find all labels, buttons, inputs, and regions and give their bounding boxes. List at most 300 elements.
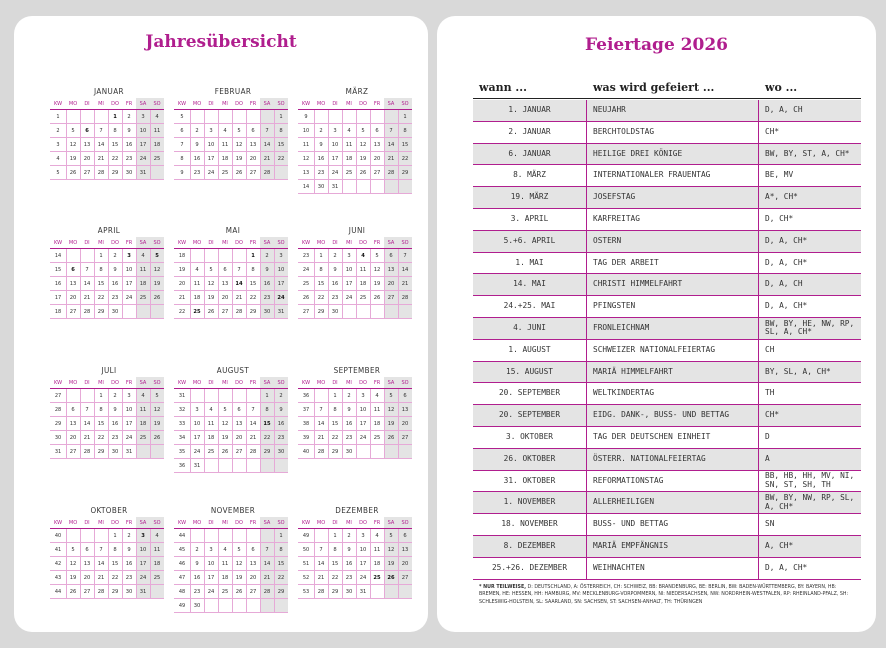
- grid-line: [246, 529, 247, 613]
- weekday-header: SO: [274, 377, 288, 389]
- grid-line: [66, 389, 67, 459]
- day-cell: [342, 110, 356, 124]
- day-cell: [190, 110, 204, 124]
- weekday-header: MI: [342, 237, 356, 249]
- holiday-regions: CH*: [765, 126, 780, 136]
- day-cell: 13: [232, 417, 246, 431]
- weekday-header-row: [174, 237, 292, 249]
- day-cell: 3: [122, 249, 136, 263]
- day-cell: 11: [190, 277, 204, 291]
- day-cell: [204, 529, 218, 543]
- grid-line: [384, 249, 385, 319]
- holiday-date: 8. DEZEMBER: [473, 536, 587, 557]
- holiday-regions: D, CH*: [765, 214, 794, 224]
- day-cell: [190, 389, 204, 403]
- holidays-title: Feiertage 2026: [585, 35, 728, 55]
- day-cell: 17: [204, 152, 218, 166]
- day-cell: [232, 389, 246, 403]
- weekday-header: SO: [274, 237, 288, 249]
- day-cell: 6: [398, 529, 412, 543]
- day-cell: 27: [370, 166, 384, 180]
- day-cell: 3: [356, 389, 370, 403]
- day-cell: [66, 249, 80, 263]
- day-cell: 9: [328, 263, 342, 277]
- weekday-header-row: [298, 517, 416, 529]
- weekday-header: KW: [298, 377, 314, 389]
- day-cell: 30: [122, 585, 136, 599]
- grid-line: [190, 110, 191, 180]
- header-what: was wird gefeiert ...: [593, 81, 715, 94]
- weekday-header: MI: [342, 98, 356, 110]
- weekday-header-row: [174, 98, 292, 110]
- weekday-header: SO: [398, 377, 412, 389]
- grid-line: [384, 110, 385, 194]
- day-cell: 8: [328, 543, 342, 557]
- footnote-bold: * NUR TEILWEISE,: [479, 584, 527, 590]
- day-cell: 31: [356, 585, 370, 599]
- day-cell: 6: [66, 403, 80, 417]
- day-cell: [232, 249, 246, 263]
- day-cell: 23: [190, 585, 204, 599]
- day-cell: 24: [204, 585, 218, 599]
- weekday-header: DI: [204, 98, 218, 110]
- day-cell: 1: [94, 389, 108, 403]
- day-cell: 10: [122, 263, 136, 277]
- month-name: JULI: [101, 366, 117, 375]
- day-cell: [370, 585, 384, 599]
- day-cell: 26: [384, 431, 398, 445]
- day-cell: 2: [260, 249, 274, 263]
- day-cell: 14: [94, 557, 108, 571]
- day-cell: [274, 599, 288, 613]
- weekday-header: KW: [50, 98, 66, 110]
- day-cell: 13: [66, 277, 80, 291]
- holiday-row: [473, 122, 861, 144]
- holiday-name: KARFREITAG: [587, 209, 759, 230]
- day-cell: 14: [260, 557, 274, 571]
- grid-line: [150, 110, 151, 180]
- day-cell: 18: [150, 557, 164, 571]
- weekday-header-row: [174, 517, 292, 529]
- holiday-date: 1. MAI: [473, 253, 587, 274]
- grid-line: [108, 389, 109, 459]
- grid-line: [274, 249, 275, 319]
- holiday-row: [473, 165, 861, 187]
- day-cell: 4: [150, 110, 164, 124]
- holiday-name: WELTKINDERTAG: [587, 383, 759, 404]
- day-cell: 17: [122, 277, 136, 291]
- holiday-row: [473, 144, 861, 166]
- week-number: 44: [174, 529, 190, 543]
- day-cell: 11: [356, 263, 370, 277]
- month-3: [50, 224, 168, 319]
- grid-line: [94, 110, 95, 180]
- day-cell: 2: [342, 389, 356, 403]
- weekday-header: SA: [384, 377, 398, 389]
- day-cell: 31: [190, 459, 204, 473]
- grid-line: [218, 110, 219, 180]
- month-2: [298, 85, 416, 194]
- day-cell: 20: [80, 571, 94, 585]
- holiday-name: MARIÄ EMPFÄNGNIS: [587, 536, 759, 557]
- day-cell: 1: [328, 389, 342, 403]
- holiday-name: TAG DER DEUTSCHEN EINHEIT: [587, 427, 759, 448]
- day-cell: 4: [136, 389, 150, 403]
- day-cell: 28: [260, 166, 274, 180]
- header-where: wo ...: [765, 81, 798, 94]
- grid-line: [66, 249, 67, 319]
- day-cell: 17: [274, 277, 288, 291]
- day-cell: 7: [260, 543, 274, 557]
- holiday-row: [473, 274, 861, 296]
- grid-line: [122, 110, 123, 180]
- day-cell: 15: [108, 557, 122, 571]
- day-cell: 22: [260, 431, 274, 445]
- month-name: JUNI: [348, 226, 366, 235]
- holiday-regions: BW, BY, HE, NW, RP, SL, A, CH*: [765, 318, 855, 337]
- weekday-header: FR: [122, 517, 136, 529]
- holiday-name: ALLERHEILIGEN: [587, 492, 759, 513]
- day-cell: 8: [314, 263, 328, 277]
- day-cell: 24: [356, 431, 370, 445]
- day-cell: 6: [80, 543, 94, 557]
- day-cell: 18: [356, 277, 370, 291]
- grid-line: [108, 529, 109, 599]
- grid-line: [218, 249, 219, 319]
- day-cell: 13: [398, 543, 412, 557]
- weekday-header: KW: [174, 237, 190, 249]
- week-number: 22: [174, 305, 190, 319]
- day-cell: [232, 110, 246, 124]
- holiday-regions: BW, BY, ST, A, CH*: [765, 148, 850, 158]
- holiday-row: [473, 405, 861, 427]
- grid-line: [80, 110, 81, 180]
- day-cell: [356, 445, 370, 459]
- day-cell: [398, 445, 412, 459]
- day-cell: 11: [370, 543, 384, 557]
- day-cell: 30: [260, 305, 274, 319]
- day-cell: 7: [384, 124, 398, 138]
- holiday-name: EIDG. DANK-, BUSS- UND BETTAG: [587, 405, 759, 426]
- day-cell: 12: [232, 138, 246, 152]
- day-cell: 9: [342, 403, 356, 417]
- weekday-header: DO: [356, 517, 370, 529]
- day-cell: 24: [204, 166, 218, 180]
- day-cell: 6: [66, 263, 80, 277]
- day-cell: 26: [356, 166, 370, 180]
- month-name: SEPTEMBER: [333, 366, 381, 375]
- day-cell: 22: [274, 152, 288, 166]
- weekday-header: SO: [150, 377, 164, 389]
- day-cell: 17: [356, 557, 370, 571]
- weekday-header: DO: [108, 377, 122, 389]
- month-grid: [174, 377, 292, 473]
- day-cell: 31: [274, 305, 288, 319]
- weekday-header: FR: [122, 98, 136, 110]
- holiday-regions: D, A, CH*: [765, 257, 808, 267]
- weekday-header: MI: [94, 237, 108, 249]
- holiday-row: [473, 536, 861, 558]
- day-cell: 4: [370, 529, 384, 543]
- grid-line: [232, 249, 233, 319]
- day-cell: 24: [342, 291, 356, 305]
- grid-line: [370, 249, 371, 319]
- day-cell: 9: [108, 403, 122, 417]
- day-cell: [218, 599, 232, 613]
- weekday-header: KW: [298, 237, 314, 249]
- day-cell: 9: [122, 543, 136, 557]
- day-cell: [232, 459, 246, 473]
- day-cell: 12: [232, 557, 246, 571]
- grid-line: [80, 529, 81, 599]
- weekday-header-row: [298, 377, 416, 389]
- week-number: 25: [298, 277, 314, 291]
- weekday-header: MO: [314, 237, 328, 249]
- day-cell: 21: [94, 152, 108, 166]
- grid-line: [328, 389, 329, 459]
- day-cell: [314, 110, 328, 124]
- day-cell: 16: [328, 277, 342, 291]
- week-number: 44: [50, 585, 66, 599]
- week-number: 27: [50, 389, 66, 403]
- day-cell: 22: [328, 571, 342, 585]
- day-cell: 22: [94, 431, 108, 445]
- grid-line: [218, 529, 219, 613]
- week-number: 51: [298, 557, 314, 571]
- holiday-row: [473, 362, 861, 384]
- grid-line: [328, 529, 329, 599]
- day-cell: 29: [328, 445, 342, 459]
- holiday-name: PFINGSTEN: [587, 296, 759, 317]
- day-cell: 5: [356, 124, 370, 138]
- grid-line: [314, 110, 315, 194]
- day-cell: 8: [398, 124, 412, 138]
- weekday-header: DI: [328, 517, 342, 529]
- day-cell: 3: [328, 124, 342, 138]
- day-cell: 6: [80, 124, 94, 138]
- day-cell: 5: [384, 389, 398, 403]
- day-cell: 7: [80, 403, 94, 417]
- day-cell: [80, 389, 94, 403]
- holiday-name: JOSEFSTAG: [587, 187, 759, 208]
- day-cell: 6: [246, 124, 260, 138]
- weekday-header: DI: [204, 237, 218, 249]
- day-cell: [232, 599, 246, 613]
- grid-line: [274, 389, 275, 473]
- day-cell: 23: [260, 291, 274, 305]
- day-cell: [370, 305, 384, 319]
- day-cell: [190, 249, 204, 263]
- day-cell: 12: [150, 263, 164, 277]
- day-cell: 26: [66, 166, 80, 180]
- week-number: 29: [50, 417, 66, 431]
- day-cell: 19: [384, 417, 398, 431]
- day-cell: 20: [398, 417, 412, 431]
- day-cell: 26: [232, 166, 246, 180]
- day-cell: 18: [136, 277, 150, 291]
- day-cell: 2: [190, 543, 204, 557]
- day-cell: [246, 389, 260, 403]
- day-cell: 11: [218, 138, 232, 152]
- weekday-header: KW: [50, 377, 66, 389]
- day-cell: 10: [204, 138, 218, 152]
- weekday-header: MO: [190, 98, 204, 110]
- day-cell: 4: [370, 389, 384, 403]
- week-number: 32: [174, 403, 190, 417]
- day-cell: 3: [190, 403, 204, 417]
- holiday-date: 8. MÄRZ: [473, 165, 587, 186]
- holiday-row: [473, 318, 861, 340]
- holiday-regions: SN: [765, 519, 775, 529]
- grid-line: [370, 110, 371, 194]
- week-number: 18: [50, 305, 66, 319]
- week-number: 14: [298, 180, 314, 194]
- day-cell: [204, 599, 218, 613]
- day-cell: 23: [328, 291, 342, 305]
- week-number: 42: [50, 557, 66, 571]
- grid-line: [356, 529, 357, 599]
- day-cell: 8: [94, 263, 108, 277]
- weekday-header-row: [50, 98, 168, 110]
- day-cell: 5: [150, 249, 164, 263]
- day-cell: 8: [260, 403, 274, 417]
- day-cell: 29: [398, 166, 412, 180]
- day-cell: [94, 110, 108, 124]
- day-cell: 20: [218, 291, 232, 305]
- day-cell: 7: [314, 543, 328, 557]
- day-cell: 27: [80, 585, 94, 599]
- day-cell: [328, 110, 342, 124]
- weekday-header-row: [50, 377, 168, 389]
- weekday-header-row: [298, 98, 416, 110]
- weekday-header: MI: [342, 517, 356, 529]
- weekday-header: MO: [66, 517, 80, 529]
- day-cell: 28: [260, 585, 274, 599]
- weekday-header: MO: [314, 98, 328, 110]
- grid-line: [384, 389, 385, 459]
- holiday-date: 1. NOVEMBER: [473, 492, 587, 513]
- day-cell: 6: [370, 124, 384, 138]
- week-number: 26: [298, 291, 314, 305]
- grid-line: [94, 529, 95, 599]
- day-cell: [218, 389, 232, 403]
- day-cell: [274, 166, 288, 180]
- weekday-header: KW: [174, 517, 190, 529]
- day-cell: 31: [136, 166, 150, 180]
- day-cell: 22: [246, 291, 260, 305]
- day-cell: 23: [342, 431, 356, 445]
- grid-line: [370, 389, 371, 459]
- day-cell: 13: [218, 277, 232, 291]
- holiday-row: [473, 558, 861, 580]
- day-cell: 25: [218, 585, 232, 599]
- day-cell: 5: [66, 124, 80, 138]
- day-cell: 15: [398, 138, 412, 152]
- weekday-header: KW: [298, 98, 314, 110]
- holiday-name: NEUJAHR: [587, 100, 759, 121]
- month-name: NOVEMBER: [210, 506, 256, 515]
- holiday-regions: TH: [765, 388, 775, 398]
- day-cell: 23: [108, 431, 122, 445]
- day-cell: 28: [246, 445, 260, 459]
- day-cell: 2: [342, 529, 356, 543]
- month-name: OKTOBER: [90, 506, 128, 515]
- day-cell: [190, 529, 204, 543]
- weekday-header: SA: [384, 237, 398, 249]
- grid-line: [398, 249, 399, 319]
- grid-line: [232, 389, 233, 473]
- day-cell: 17: [356, 417, 370, 431]
- holiday-name: BUSS- UND BETTAG: [587, 514, 759, 535]
- holiday-name: WEIHNACHTEN: [587, 558, 759, 579]
- day-cell: 30: [314, 180, 328, 194]
- day-cell: 20: [246, 571, 260, 585]
- week-number: 53: [298, 585, 314, 599]
- day-cell: 25: [342, 166, 356, 180]
- day-cell: 10: [356, 543, 370, 557]
- holiday-date: 1. JANUAR: [473, 100, 587, 121]
- weekday-header: SA: [260, 377, 274, 389]
- day-cell: 27: [66, 305, 80, 319]
- day-cell: [246, 599, 260, 613]
- day-cell: 17: [328, 152, 342, 166]
- holiday-date: 3. APRIL: [473, 209, 587, 230]
- day-cell: [66, 529, 80, 543]
- day-cell: 18: [190, 291, 204, 305]
- month-grid: [298, 377, 416, 459]
- day-cell: [204, 110, 218, 124]
- day-cell: 15: [94, 417, 108, 431]
- day-cell: 10: [136, 124, 150, 138]
- day-cell: 15: [328, 417, 342, 431]
- month-grid: [174, 98, 292, 180]
- day-cell: 8: [108, 543, 122, 557]
- day-cell: 4: [218, 543, 232, 557]
- month-5: [298, 224, 416, 319]
- day-cell: 18: [204, 431, 218, 445]
- day-cell: 24: [328, 166, 342, 180]
- day-cell: 25: [136, 291, 150, 305]
- day-cell: 19: [384, 557, 398, 571]
- week-number: 17: [50, 291, 66, 305]
- weekday-header: MI: [94, 98, 108, 110]
- day-cell: 30: [342, 585, 356, 599]
- grid-line: [204, 389, 205, 473]
- day-cell: 13: [66, 417, 80, 431]
- weekday-header: MO: [190, 517, 204, 529]
- weekday-header: MO: [66, 237, 80, 249]
- day-cell: 29: [94, 445, 108, 459]
- header-divider: [473, 98, 861, 99]
- holiday-regions: A: [765, 453, 770, 463]
- weekday-header: KW: [298, 517, 314, 529]
- day-cell: 21: [94, 571, 108, 585]
- day-cell: 22: [398, 152, 412, 166]
- holiday-name: SCHWEIZER NATIONALFEIERTAG: [587, 340, 759, 361]
- month-name: APRIL: [97, 226, 121, 235]
- grid-line: [150, 529, 151, 599]
- weekday-header: FR: [122, 377, 136, 389]
- grid-line: [122, 249, 123, 319]
- day-cell: 5: [232, 543, 246, 557]
- day-cell: [150, 166, 164, 180]
- day-cell: 6: [232, 403, 246, 417]
- day-cell: 21: [232, 291, 246, 305]
- month-grid: [50, 377, 168, 459]
- day-cell: 12: [384, 403, 398, 417]
- day-cell: 1: [274, 529, 288, 543]
- day-cell: 24: [136, 571, 150, 585]
